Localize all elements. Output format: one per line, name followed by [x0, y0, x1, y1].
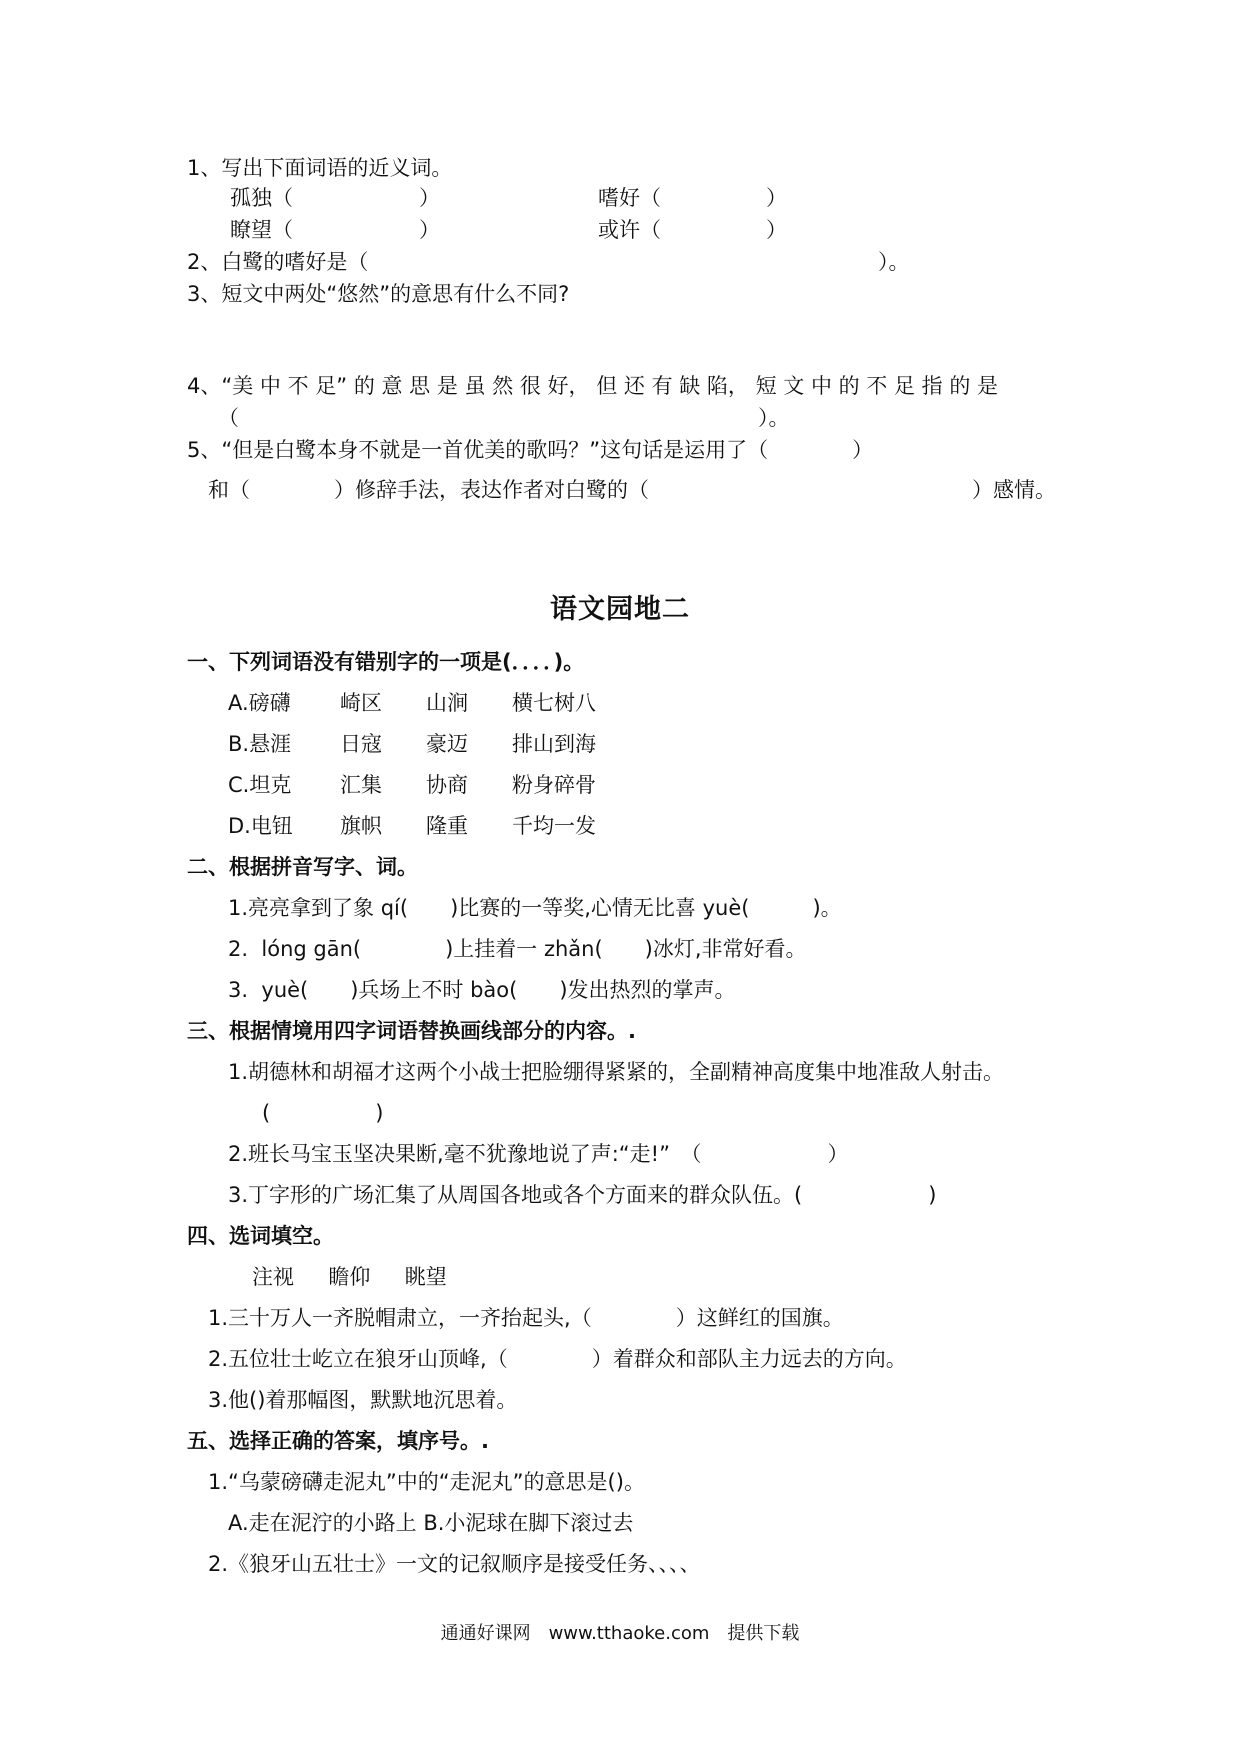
q1-synonym-guduo: 孤独（ ） [230, 186, 440, 210]
q1-synonym-huoxu: 或许（ ） [598, 218, 787, 242]
part-5-item-2: 2.《狼牙山五壮士》一文的记叙顺序是接受任务、、、、 [208, 1552, 701, 1576]
part-4-item-1: 1.三十万人一齐脱帽肃立，一齐抬起头,（ ）这鲜红的国旗。 [208, 1306, 844, 1330]
part-1-heading: 一、下列词语没有错别字的一项是(．．．．)。 [187, 650, 585, 674]
option-word: 横七树八 [512, 691, 596, 715]
question-2: 2、白鹭的嗜好是（ [187, 250, 369, 274]
part-5-item-1-options: A.走在泥泞的小路上 B.小泥球在脚下滚过去 [228, 1511, 634, 1535]
option-word: 旗帜 [340, 814, 382, 838]
option-word: 豪迈 [426, 732, 468, 756]
section-title: 语文园地二 [550, 594, 690, 625]
option-word: 隆重 [426, 814, 468, 838]
part-4-item-3: 3.他()着那幅图，默默地沉思着。 [208, 1388, 518, 1412]
option-label: B.悬涯 [228, 732, 292, 756]
option-word: 排山到海 [512, 732, 596, 756]
part-4-word-bank: 注视 瞻仰 眺望 [252, 1265, 447, 1289]
part-2-item-2: 2. lóng gān( )上挂着一 zhǎn( )冰灯,非常好看。 [228, 937, 807, 961]
option-word: 山涧 [426, 691, 468, 715]
option-label: C.坦克 [228, 773, 292, 797]
part-3-item-1-blank: ( ) [262, 1101, 384, 1125]
question-4-open: （ [218, 406, 239, 430]
option-word: 日寇 [340, 732, 382, 756]
part-3-item-1: 1.胡德林和胡福才这两个小战士把脸绷得紧紧的，全副精神高度集中地准敌人射击。 [228, 1060, 1005, 1084]
question-5-line2: 和（ ）修辞手法，表达作者对白鹭的（ [208, 478, 649, 502]
part-5-item-1: 1.“乌蒙磅礴走泥丸”中的“走泥丸”的意思是()。 [208, 1470, 645, 1494]
option-word: 协商 [426, 773, 468, 797]
part-3-item-2: 2.班长马宝玉坚决果断,毫不犹豫地说了声:“走!” （ ） [228, 1142, 849, 1166]
part-3-item-3: 3.丁字形的广场汇集了从周国各地或各个方面来的群众队伍。( ) [228, 1183, 937, 1207]
option-word: 千均一发 [512, 814, 596, 838]
part-2-item-3: 3. yuè( )兵场上不时 bào( )发出热烈的掌声。 [228, 978, 736, 1002]
option-label: A.磅礴 [228, 691, 291, 715]
option-label: D.电钮 [228, 814, 293, 838]
part-4-heading: 四、选词填空。 [187, 1224, 334, 1248]
question-4: 4、“美 中 不 足” 的 意 思 是 虽 然 很 好， 但 还 有 缺 陷， 短 文 中 的 不 足 指 的 是 [187, 374, 998, 398]
footer-source: 通通好课网 www.tthaoke.com 提供下载 [440, 1623, 800, 1644]
part-5-heading: 五、选择正确的答案，填序号。. [187, 1429, 489, 1453]
q1-synonym-shihao: 嗜好（ ） [598, 186, 787, 210]
question-3: 3、短文中两处“悠然”的意思有什么不同? [187, 282, 570, 306]
part-4-item-2: 2.五位壮士屹立在狼牙山顶峰,（ ）着群众和部队主力远去的方向。 [208, 1347, 907, 1371]
part-3-heading: 三、根据情境用四字词语替换画线部分的内容。. [187, 1019, 636, 1043]
option-word: 汇集 [340, 773, 382, 797]
q1-synonym-liaowang: 瞭望（ ） [230, 218, 440, 242]
part-2-heading: 二、根据拼音写字、词。 [187, 855, 418, 879]
option-word: 粉身碎骨 [512, 773, 596, 797]
option-word: 崎区 [340, 691, 382, 715]
question-2-close: ）。 [878, 250, 910, 274]
question-1: 1、写出下面词语的近义词。 [187, 156, 453, 180]
question-5-close: ）感情。 [972, 478, 1056, 502]
question-4-close: ）。 [758, 406, 790, 430]
question-5: 5、“但是白鹭本身不就是一首优美的歌吗？”这句话是运用了（ ） [187, 438, 874, 462]
part-2-item-1: 1.亮亮拿到了象 qí( )比赛的一等奖,心情无比喜 yuè( )。 [228, 896, 842, 920]
